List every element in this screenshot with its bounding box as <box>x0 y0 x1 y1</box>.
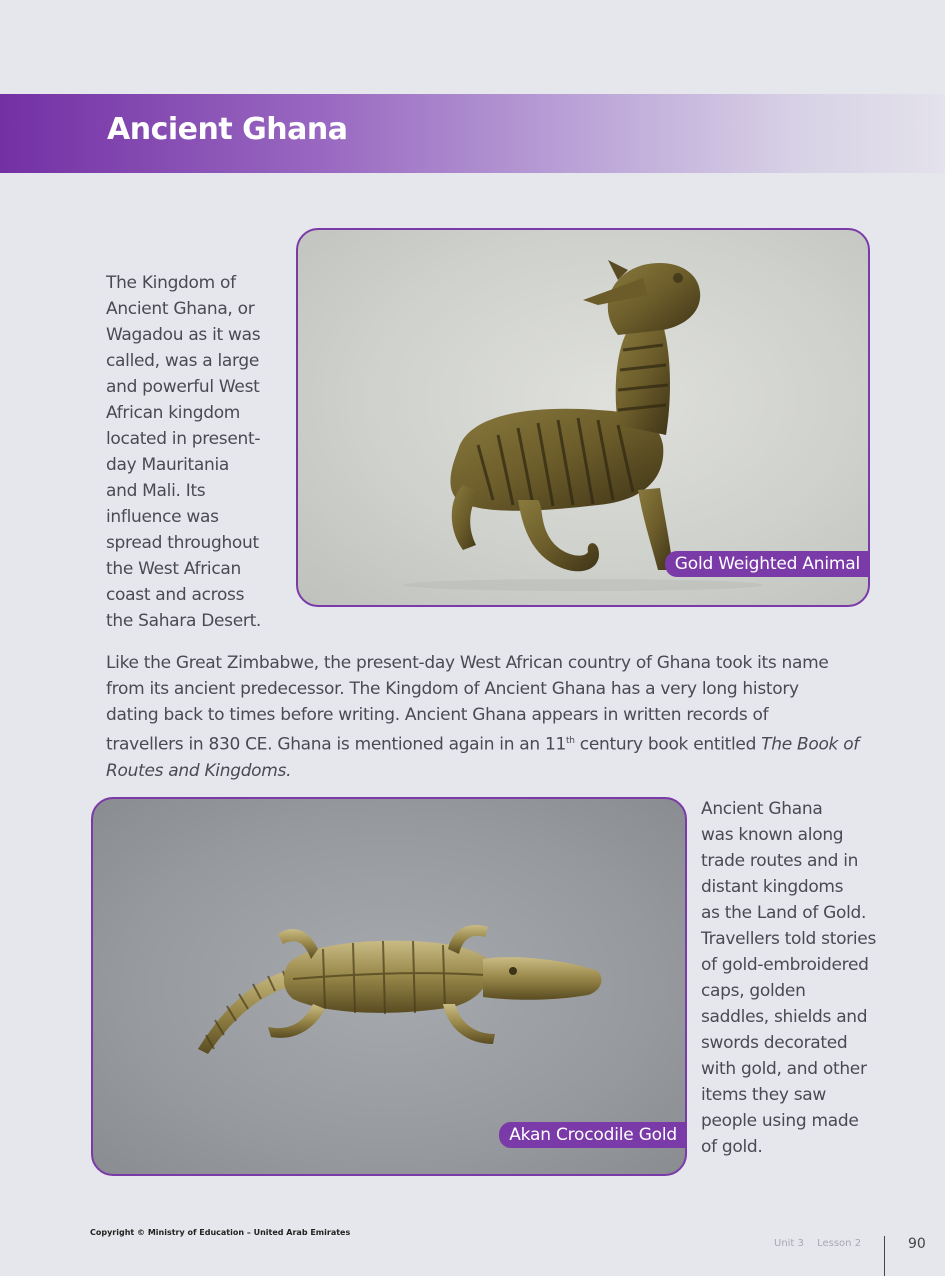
intro-line: and powerful West <box>106 377 260 397</box>
figure-caption: Akan Crocodile Gold <box>499 1122 685 1148</box>
page-number: 90 <box>908 1236 926 1252</box>
paragraph-line: was known along <box>701 825 844 845</box>
intro-line: and Mali. Its <box>106 481 206 501</box>
line-text: century book entitled <box>574 734 762 755</box>
paragraph-line: Travellers told stories <box>701 929 877 949</box>
intro-line: day Mauritania <box>106 455 230 475</box>
gold-weighted-animal-photo <box>296 228 870 607</box>
antelope-figure-illustration <box>298 230 868 605</box>
unit-lesson-label <box>774 1238 871 1249</box>
paragraph-line: items they saw <box>701 1085 827 1105</box>
paragraph-line: Like the Great Zimbabwe, the present-day West African country of Ghana took its name <box>106 653 829 673</box>
paragraph-line <box>106 758 876 784</box>
intro-line: The Kingdom of <box>106 273 236 293</box>
paragraph-line: with gold, and other <box>701 1059 867 1079</box>
copyright-notice: Copyright © Ministry of Education – United Arab Emirates <box>90 1228 351 1237</box>
paragraph-line: dating back to times before writing. Ancient Ghana appears in written records of <box>106 705 769 725</box>
intro-line: located in present- <box>106 429 261 449</box>
page-title: Ancient Ghana <box>107 112 348 147</box>
land-of-gold-paragraph <box>701 796 891 1160</box>
paragraph-line: from its ancient predecessor. The Kingdom of Ancient Ghana has a very long history <box>106 679 799 699</box>
paragraph-line: trade routes and in <box>701 851 859 871</box>
paragraph-line: swords decorated <box>701 1033 848 1053</box>
paragraph-line <box>106 728 876 758</box>
intro-line: influence was <box>106 507 219 527</box>
paragraph-line: as the Land of Gold. <box>701 903 867 923</box>
book-title: Routes and Kingdoms. <box>106 760 292 781</box>
intro-line: the West African <box>106 559 241 579</box>
history-paragraph <box>106 650 876 784</box>
figure-caption: Gold Weighted Animal <box>665 551 868 577</box>
lesson-label: Lesson 2 <box>817 1238 862 1249</box>
paragraph-line: of gold-embroidered <box>701 955 869 975</box>
paragraph-line: saddles, shields and <box>701 1007 868 1027</box>
book-title: The Book of <box>761 734 859 755</box>
intro-line: Ancient Ghana, or <box>106 299 255 319</box>
unit-label: Unit 3 <box>774 1238 804 1249</box>
intro-line: African kingdom <box>106 403 241 423</box>
intro-paragraph <box>106 270 281 634</box>
intro-line: spread throughout <box>106 533 259 553</box>
paragraph-line: caps, golden <box>701 981 806 1001</box>
paragraph-line: people using made <box>701 1111 859 1131</box>
intro-line: coast and across <box>106 585 245 605</box>
intro-line: the Sahara Desert. <box>106 611 262 631</box>
paragraph-line: distant kingdoms <box>701 877 844 897</box>
paragraph-line: Ancient Ghana <box>701 799 823 819</box>
akan-crocodile-photo <box>91 797 687 1176</box>
title-banner <box>0 94 945 173</box>
footer-divider <box>884 1236 885 1276</box>
intro-line: Wagadou as it was <box>106 325 261 345</box>
intro-line: called, was a large <box>106 351 260 371</box>
paragraph-line: of gold. <box>701 1137 763 1157</box>
crocodile-figure-illustration <box>93 799 685 1174</box>
line-text: travellers in 830 CE. Ghana is mentioned again in an 11 <box>106 734 567 755</box>
ordinal-suffix: th <box>566 736 575 746</box>
